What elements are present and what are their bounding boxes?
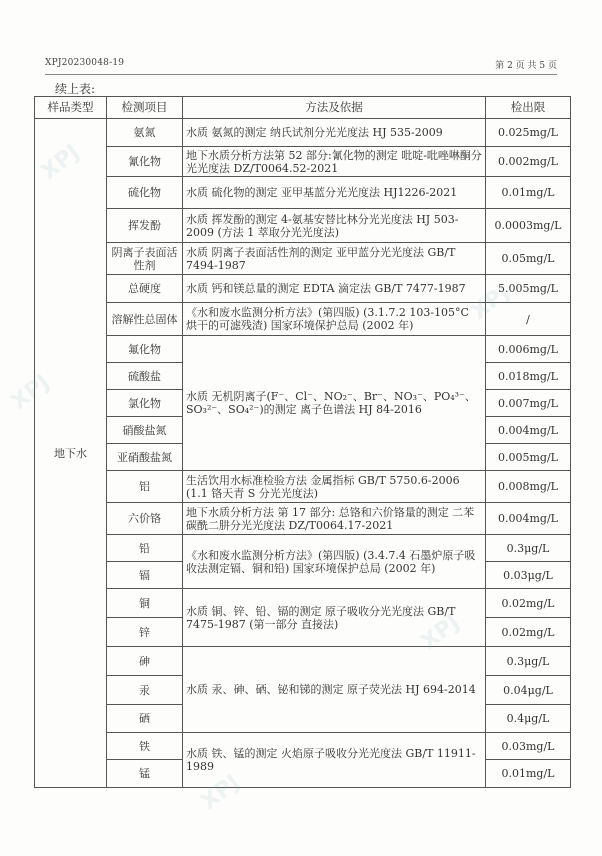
table-row (35, 336, 571, 363)
table-row (35, 303, 571, 336)
limit-cell: 0.3μg/L (486, 647, 571, 676)
method-cell: 水质 无机阴离子(F⁻、Cl⁻、NO₂⁻、Br⁻、NO₃⁻、PO₄³⁻、SO₃²⁻、SO₄²⁻)的测定 离子色谱法 HJ 84-2016 (183, 336, 486, 471)
item-cell: 铝 (107, 471, 183, 503)
table-row (35, 177, 571, 209)
column-header: 方法及依据 (183, 97, 486, 119)
limit-cell: 0.004mg/L (486, 503, 571, 535)
item-cell: 锌 (107, 618, 183, 647)
item-cell: 硝酸盐氮 (107, 417, 183, 444)
sample-type-cell: 地下水 (35, 119, 107, 788)
limit-cell: 0.01mg/L (486, 177, 571, 209)
item-cell: 砷 (107, 647, 183, 676)
limit-cell: 0.007mg/L (486, 390, 571, 417)
limit-cell: 0.01mg/L (486, 760, 571, 788)
table-row (35, 503, 571, 535)
item-cell: 氰化物 (107, 147, 183, 177)
item-cell: 硒 (107, 705, 183, 733)
table-row (35, 589, 571, 618)
item-cell: 溶解性总固体 (107, 303, 183, 336)
item-cell: 锰 (107, 760, 183, 788)
method-cell: 水质 汞、砷、硒、铋和锑的测定 原子荧光法 HJ 694-2014 (183, 647, 486, 733)
item-cell: 镉 (107, 562, 183, 589)
method-cell: 水质 阴离子表面活性剂的测定 亚甲蓝分光光度法 GB/T 7494-1987 (183, 243, 486, 275)
item-cell: 总硬度 (107, 275, 183, 303)
limit-cell: 0.3μg/L (486, 535, 571, 562)
item-cell: 铅 (107, 535, 183, 562)
limit-cell: 0.04μg/L (486, 676, 571, 705)
limit-cell: 0.0003mg/L (486, 209, 571, 243)
limit-cell: 0.005mg/L (486, 444, 571, 471)
limit-cell: 0.03mg/L (486, 733, 571, 760)
table-row (35, 535, 571, 562)
table-row (35, 243, 571, 275)
limit-cell: 0.02mg/L (486, 589, 571, 618)
method-cell: 地下水质分析方法第 52 部分:氰化物的测定 吡啶-吡唑啉酮分光光度法 DZ/T0064.52-2021 (183, 147, 486, 177)
table-row (35, 209, 571, 243)
limit-cell: / (486, 303, 571, 336)
method-cell: 水质 铁、锰的测定 火焰原子吸收分光光度法 GB/T 11911-1989 (183, 733, 486, 788)
item-cell: 硫化物 (107, 177, 183, 209)
limit-cell: 0.03μg/L (486, 562, 571, 589)
limit-cell: 0.006mg/L (486, 336, 571, 363)
item-cell: 亚硝酸盐氮 (107, 444, 183, 471)
item-cell: 氟化物 (107, 336, 183, 363)
limit-cell: 0.008mg/L (486, 471, 571, 503)
table-row (35, 147, 571, 177)
item-cell: 挥发酚 (107, 209, 183, 243)
limit-cell: 0.018mg/L (486, 363, 571, 390)
page-header (45, 58, 557, 75)
page-indicator: 第 2 页 共 5 页 (495, 61, 557, 71)
method-cell: 水质 钙和镁总量的测定 EDTA 滴定法 GB/T 7477-1987 (183, 275, 486, 303)
limit-cell: 0.004mg/L (486, 417, 571, 444)
table-row (35, 471, 571, 503)
limit-cell: 0.025mg/L (486, 119, 571, 147)
method-cell: 水质 硫化物的测定 亚甲基蓝分光光度法 HJ1226-2021 (183, 177, 486, 209)
method-cell: 水质 挥发酚的测定 4-氨基安替比林分光光度法 HJ 503-2009 (方法 1 萃取分光光度法) (183, 209, 486, 243)
method-cell: 水质 铜、锌、铅、镉的测定 原子吸收分光光度法 GB/T 7475-1987 (第一部分 直接法) (183, 589, 486, 647)
column-header: 检出限 (486, 97, 571, 119)
watermark: XPJ (466, 279, 515, 326)
item-cell: 阴离子表面活性剂 (107, 243, 183, 275)
table-row (35, 733, 571, 760)
column-header: 检测项目 (107, 97, 183, 119)
limit-cell: 0.002mg/L (486, 147, 571, 177)
column-header: 样品类型 (35, 97, 107, 119)
limit-cell: 5.005mg/L (486, 275, 571, 303)
watermark: XPJ (6, 369, 55, 416)
method-cell: 地下水质分析方法 第 17 部分: 总铬和六价铬量的测定 二苯碳酰二肼分光光度法 DZ/T0064.17-2021 (183, 503, 486, 535)
item-cell: 氨氮 (107, 119, 183, 147)
method-cell: 《水和废水监测分析方法》(第四版) (3.4.7.4 石墨炉原子吸收法测定镉、铜和铅) 国家环境保护总局 (2002 年) (183, 535, 486, 589)
table-row (35, 275, 571, 303)
continued-label: 续上表: (55, 82, 96, 96)
watermark: XPJ (36, 139, 85, 186)
method-cell: 水质 氨氮的测定 纳氏试剂分光光度法 HJ 535-2009 (183, 119, 486, 147)
method-cell: 《水和废水监测分析方法》(第四版) (3.1.7.2 103-105°C 烘干的可滤残渣) 国家环境保护总局 (2002 年) (183, 303, 486, 336)
item-cell: 铜 (107, 589, 183, 618)
report-number: XPJ20230048-19 (45, 58, 125, 68)
table-row (35, 647, 571, 676)
item-cell: 汞 (107, 676, 183, 705)
item-cell: 氯化物 (107, 390, 183, 417)
results-table (34, 96, 571, 788)
item-cell: 硫酸盐 (107, 363, 183, 390)
method-cell: 生活饮用水标准检验方法 金属指标 GB/T 5750.6-2006 (1.1 铬天青 S 分光光度法) (183, 471, 486, 503)
limit-cell: 0.4μg/L (486, 705, 571, 733)
watermark: XPJ (196, 769, 245, 816)
limit-cell: 0.02mg/L (486, 618, 571, 647)
watermark: XPJ (416, 609, 465, 656)
item-cell: 六价铬 (107, 503, 183, 535)
table-header-row (35, 97, 571, 119)
limit-cell: 0.05mg/L (486, 243, 571, 275)
table-row (35, 119, 571, 147)
item-cell: 铁 (107, 733, 183, 760)
